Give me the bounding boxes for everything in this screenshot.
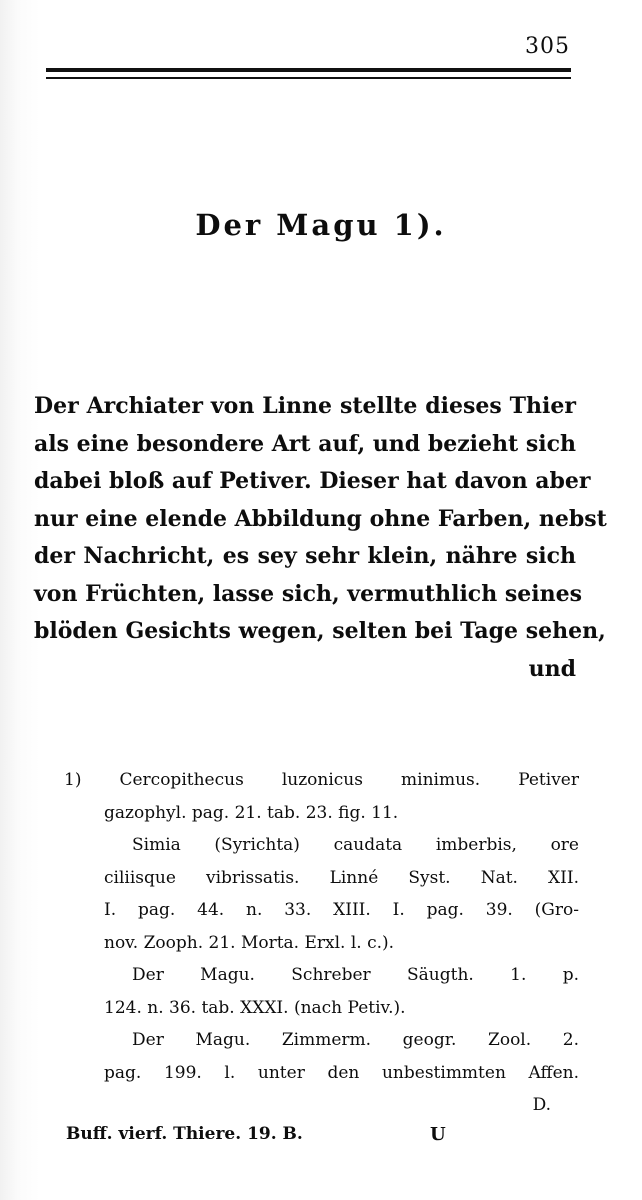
footnote-line: ciliisque vibrissatis. Linné Syst. Nat. XII. (104, 867, 579, 888)
body-line: blöden Gesichts wegen, selten bei Tage sehen, (34, 618, 606, 644)
footnote-line: 124. n. 36. tab. XXXI. (nach Petiv.). (104, 997, 406, 1018)
footnote-line: 1) Cercopithecus luzonicus minimus. Petiver (64, 770, 579, 790)
body-line: dabei bloß auf Petiver. Dieser hat davon aber (34, 468, 591, 494)
footnote-line: Simia (Syrichta) caudata imberbis, ore (132, 835, 579, 855)
chapter-title: Der Magu 1). (195, 208, 447, 242)
header-rule (46, 68, 571, 79)
footnote-catchword: D. (532, 1095, 551, 1115)
footnote-line: Der Magu. Zimmerm. geogr. Zool. 2. (132, 1030, 579, 1050)
footnote-line: nov. Zooph. 21. Morta. Erxl. l. c.). (104, 932, 395, 953)
body-line: von Früchten, lasse sich, vermuthlich seines (34, 580, 582, 607)
catchword: und (528, 655, 576, 682)
footnote-line: gazophyl. pag. 21. tab. 23. fig. 11. (104, 802, 399, 823)
footnote-line: I. pag. 44. n. 33. XIII. I. pag. 39. (Gro- (104, 900, 579, 920)
signature-line: Buff. vierf. Thiere. 19. B. (66, 1124, 303, 1144)
body-line: nur eine elende Abbildung ohne Farben, nebst (34, 505, 607, 532)
body-line: Der Archiater von Linne stellte dieses Thier (34, 393, 576, 419)
footnote-line: pag. 199. l. unter den unbestimmten Affen. (104, 1062, 579, 1083)
page-number: 305 (525, 34, 570, 59)
footnote-block (64, 764, 579, 1122)
body-line: der Nachricht, es sey sehr klein, nähre sich (34, 543, 576, 569)
footnote-line: Der Magu. Schreber Säugth. 1. p. (132, 965, 579, 985)
body-paragraph (34, 388, 607, 688)
body-line: als eine besondere Art auf, und bezieht sich (34, 430, 576, 457)
signature-mark: U (430, 1124, 446, 1145)
